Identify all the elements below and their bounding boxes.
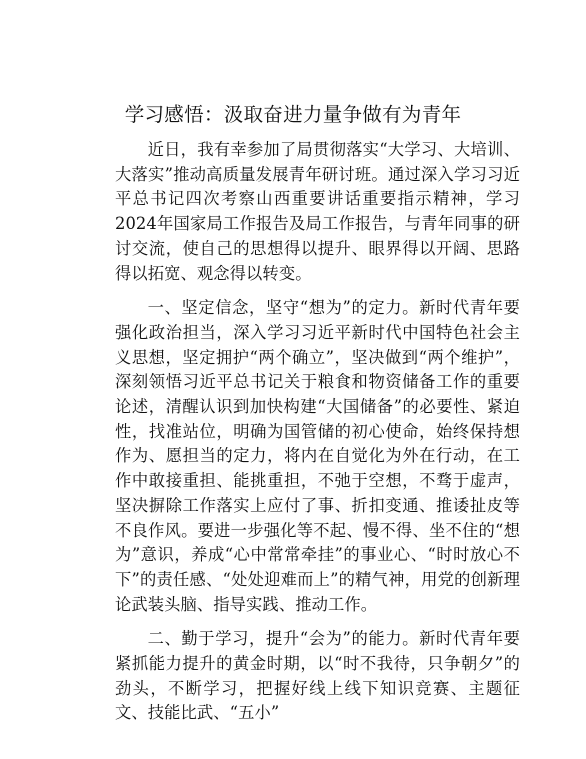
paragraph-section-2: 二、勤于学习，提升“会为”的能力。新时代青年要紧抓能力提升的黄金时期，以“时不我待，只争朝夕”的劲头，不断学习，把握好线上线下知识竞赛、主题征文、技能比武、“五小” xyxy=(115,629,520,723)
paragraph-intro: 近日，我有幸参加了局贯彻落实“大学习、大培训、大落实”推动高质量发展青年研讨班。通过深入学习习近平总书记四次考察山西重要讲话重要指示精神，学习2024年国家局工作报告及局工作报告，与青年同事的研讨交流，使自己的思想得以提升、眼界得以开阔、思路得以拓宽、观念得以转变。 xyxy=(115,140,520,283)
document-body xyxy=(115,138,520,726)
document-title: 学习感悟：汲取奋进力量争做有为青年 xyxy=(124,103,462,126)
paragraph-section-1: 一、坚定信念，坚守“想为”的定力。新时代青年要强化政治担当，深入学习习近平新时代中国特色社会主义思想，坚定拥护“两个确立”，坚决做到“两个维护”，深刻领悟习近平总书记关于粮食和物资储备工作的重要论述，清醒认识到加快构建“大国储备”的必要性、紧迫性，找准站位，明确为国管储的初心使命，始终保持想作为、愿担当的定力，将内在自觉化为外在行动，在工作中敢接重担、能挑重担，不弛于空想，不骛于虚声，坚决摒除工作落实上应付了事、折扣变通、推诿扯皮等不良作风。要进一步强化等不起、慢不得、坐不住的“想为”意识，养成“心中常常牵挂”的事业心、“时时放心不下”的责任感、“处处迎难而上”的精气神，用党的创新理论武装头脑、指导实践、推动工作。 xyxy=(115,298,520,614)
